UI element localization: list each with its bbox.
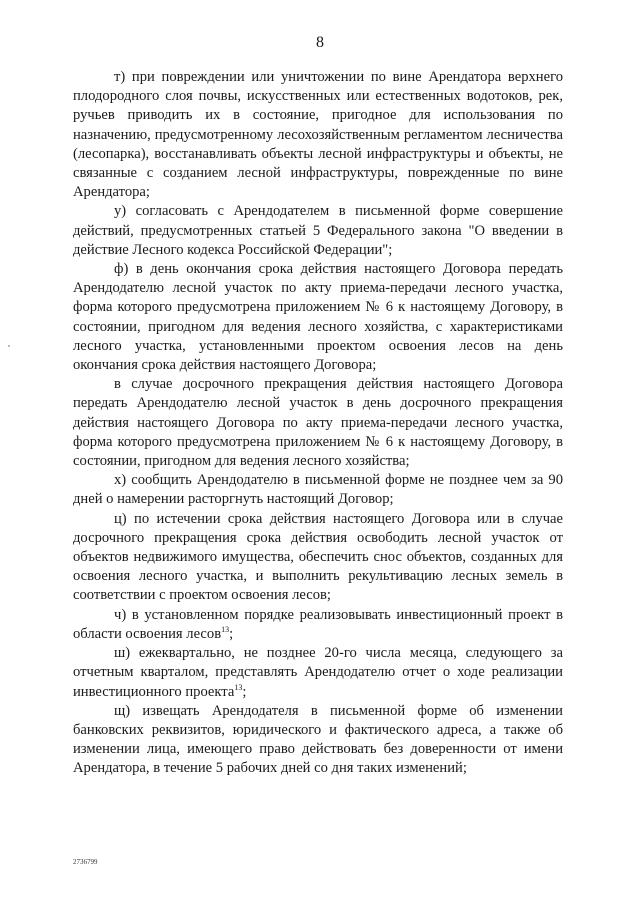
clause-sh-text: ш) ежеквартально, не позднее 20-го числа месяца, следующего за отчетным кварталом, представлять Арендодателю отчет о ходе реализации инвестиционного проекта — [73, 645, 563, 700]
scan-artifact — [8, 345, 10, 347]
clause-ts: ц) по истечении срока действия настоящего Договора или в случае досрочного прекращения срока действия освободить лесной участок от объектов недвижимого имущества, обеспечить снос объектов, созданных для освоения лесного участка, и выполнить рекультивацию лесных земель в соответствии с проектом освоения лесов; — [73, 510, 563, 604]
clause-f-early-termination: в случае досрочного прекращения действия настоящего Договора передать Арендодателю лесной участок в день досрочного прекращения действия настоящего Договора по акту приема-передачи лесного участка, форма которого предусмотрена приложением № 6 к настоящему Договору, в состоянии, пригодном для ведения лесного хозяйства; — [73, 376, 563, 470]
document-body — [73, 68, 563, 779]
footnote-marker: 13 — [234, 682, 243, 692]
document-code: 2736799 — [73, 858, 98, 866]
footnote-marker: 13 — [221, 625, 230, 635]
clause-ch-tail: ; — [229, 625, 234, 642]
clause-sh — [73, 644, 563, 702]
clause-h: х) сообщить Арендодателю в письменной форме не позднее чем за 90 дней о намерении расторгнуть настоящий Договор; — [73, 472, 563, 508]
clause-sh-tail: ; — [242, 683, 247, 700]
page-number: 8 — [316, 34, 324, 51]
clause-t: т) при повреждении или уничтожении по вине Арендатора верхнего плодородного слоя почвы, искусственных или естественных водотоков, рек, ручьев приводить их в состояние, пригодное для использования по назначению, предусмотренному лесохозяйственным регламентом лесничества (лесопарка), восстанавливать объекты лесной инфраструктуры и объекты, не связанные с созданием лесной инфраструктуры, поврежденные по вине Арендатора; — [73, 69, 563, 201]
clause-shch: щ) извещать Арендодателя в письменной форме об изменении банковских реквизитов, юридического и фактического адреса, а также об изменении лица, имеющего право действовать без доверенности от имени Арендатора, в течение 5 рабочих дней со дня таких изменений; — [73, 702, 563, 777]
clause-f: ф) в день окончания срока действия настоящего Договора передать Арендодателю лесной участок по акту приема-передачи лесного участка, форма которого предусмотрена приложением № 6 к настоящему Договору, в состоянии, пригодном для ведения лесного хозяйства, с характеристиками лесного участка, установленными проектом освоения лесов на день окончания срока действия настоящего Договора; — [73, 261, 563, 374]
clause-ch — [73, 606, 563, 644]
clause-u: у) согласовать с Арендодателем в письменной форме совершение действий, предусмотренных статьей 5 Федерального закона "О введении в действие Лесного кодекса Российской Федерации"; — [73, 203, 563, 258]
clause-ch-text: ч) в установленном порядке реализовывать инвестиционный проект в области освоения лесов — [73, 606, 563, 642]
